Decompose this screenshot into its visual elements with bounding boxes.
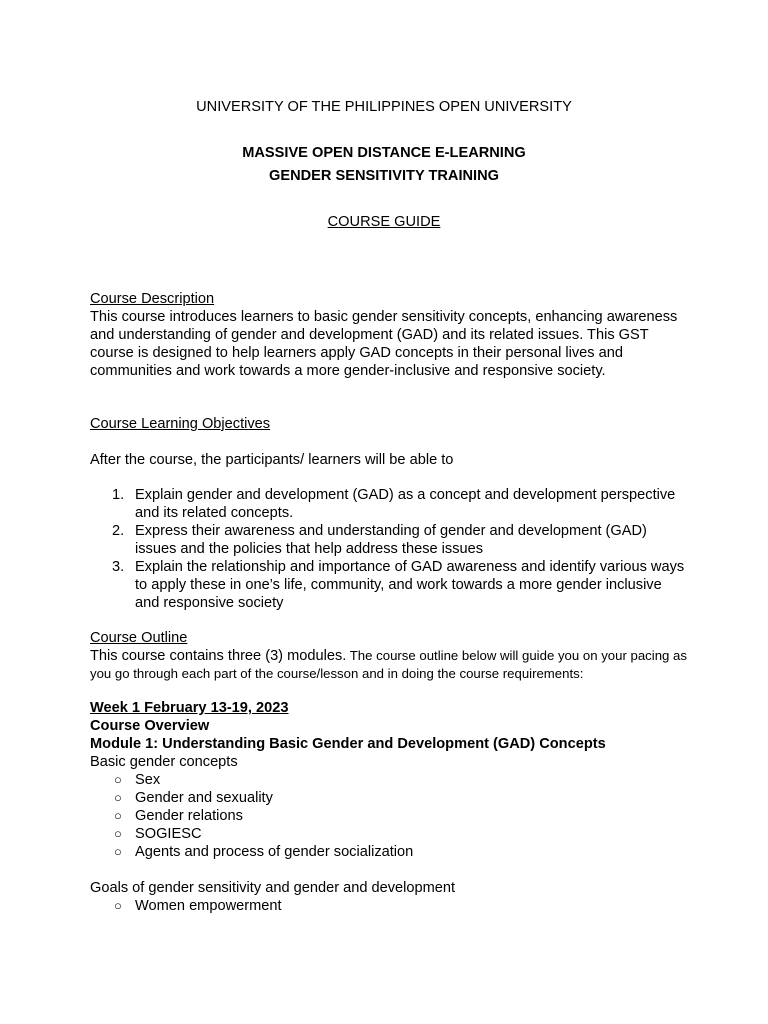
circle-bullet-icon: ○ xyxy=(114,898,122,913)
objective-item xyxy=(90,558,690,612)
objective-number: 2. xyxy=(112,523,125,539)
spacer xyxy=(90,861,690,879)
objective-text: Explain the relationship and importance of GAD awareness and identify various ways to apply these in one’s life, community, and work towards a more gender inclusive and responsive society xyxy=(135,559,685,611)
program-title: MASSIVE OPEN DISTANCE E-LEARNING xyxy=(242,145,526,161)
module1-heading: Module 1: Understanding Basic Gender and Development (GAD) Concepts xyxy=(90,736,606,752)
objective-number: 3. xyxy=(112,559,125,575)
description-text: This course introduces learners to basic gender sensitivity concepts, enhancing awareness and understanding of gender and development (GAD) and its related issues. This GST course is designed to help learners apply GAD concepts in their personal lives and communities and work towards a more gender-inclusive and responsive society. xyxy=(90,309,678,379)
basic-concepts-list xyxy=(90,771,690,861)
objectives-heading: Course Learning Objectives xyxy=(90,416,271,432)
circle-bullet-icon: ○ xyxy=(114,844,122,859)
outline-text-lead: This course contains three (3) modules. xyxy=(90,648,347,664)
list-item xyxy=(90,771,690,789)
list-item-text: Gender and sexuality xyxy=(135,790,273,806)
objective-item xyxy=(90,486,690,522)
week1-section xyxy=(90,699,690,915)
objectives-list xyxy=(90,486,690,612)
circle-bullet-icon: ○ xyxy=(114,808,122,823)
circle-bullet-icon: ○ xyxy=(114,790,122,805)
university-name: UNIVERSITY OF THE PHILIPPINES OPEN UNIVERSITY xyxy=(196,99,572,115)
list-item-text: Women empowerment xyxy=(135,898,282,914)
objective-text: Explain gender and development (GAD) as a concept and development perspective and its related concepts. xyxy=(135,487,676,521)
basic-concepts-label: Basic gender concepts xyxy=(90,754,238,770)
list-item xyxy=(90,843,690,861)
week1-heading: Week 1 February 13-19, 2023 xyxy=(90,700,289,716)
objective-number: 1. xyxy=(112,487,125,503)
list-item-text: Gender relations xyxy=(135,808,243,824)
objective-text: Express their awareness and understanding of gender and development (GAD) issues and the policies that help address these issues xyxy=(135,523,647,557)
list-item xyxy=(90,825,690,843)
objectives-intro: After the course, the participants/ learners will be able to xyxy=(90,452,454,468)
outline-heading: Course Outline xyxy=(90,630,188,646)
list-item-text: Agents and process of gender socialization xyxy=(135,844,414,860)
list-item-text: Sex xyxy=(135,772,161,788)
list-item-text: SOGIESC xyxy=(135,826,202,842)
list-item xyxy=(90,897,690,915)
list-item xyxy=(90,789,690,807)
course-guide-title xyxy=(0,213,768,231)
course-guide-text: COURSE GUIDE xyxy=(327,214,441,230)
outline-text xyxy=(90,647,690,683)
goals-label: Goals of gender sensitivity and gender and development xyxy=(90,880,456,896)
list-item xyxy=(90,807,690,825)
outline-text-rest: The course outline below will guide you on your pacing as you go through each part of the course/lesson and in doing the course requirements: xyxy=(90,648,687,681)
description-heading: Course Description xyxy=(90,291,215,307)
course-overview-heading: Course Overview xyxy=(90,718,210,734)
circle-bullet-icon: ○ xyxy=(114,772,122,787)
training-title: GENDER SENSITIVITY TRAINING xyxy=(268,168,499,184)
goals-list xyxy=(90,897,690,915)
circle-bullet-icon: ○ xyxy=(114,826,122,841)
objective-item xyxy=(90,522,690,558)
